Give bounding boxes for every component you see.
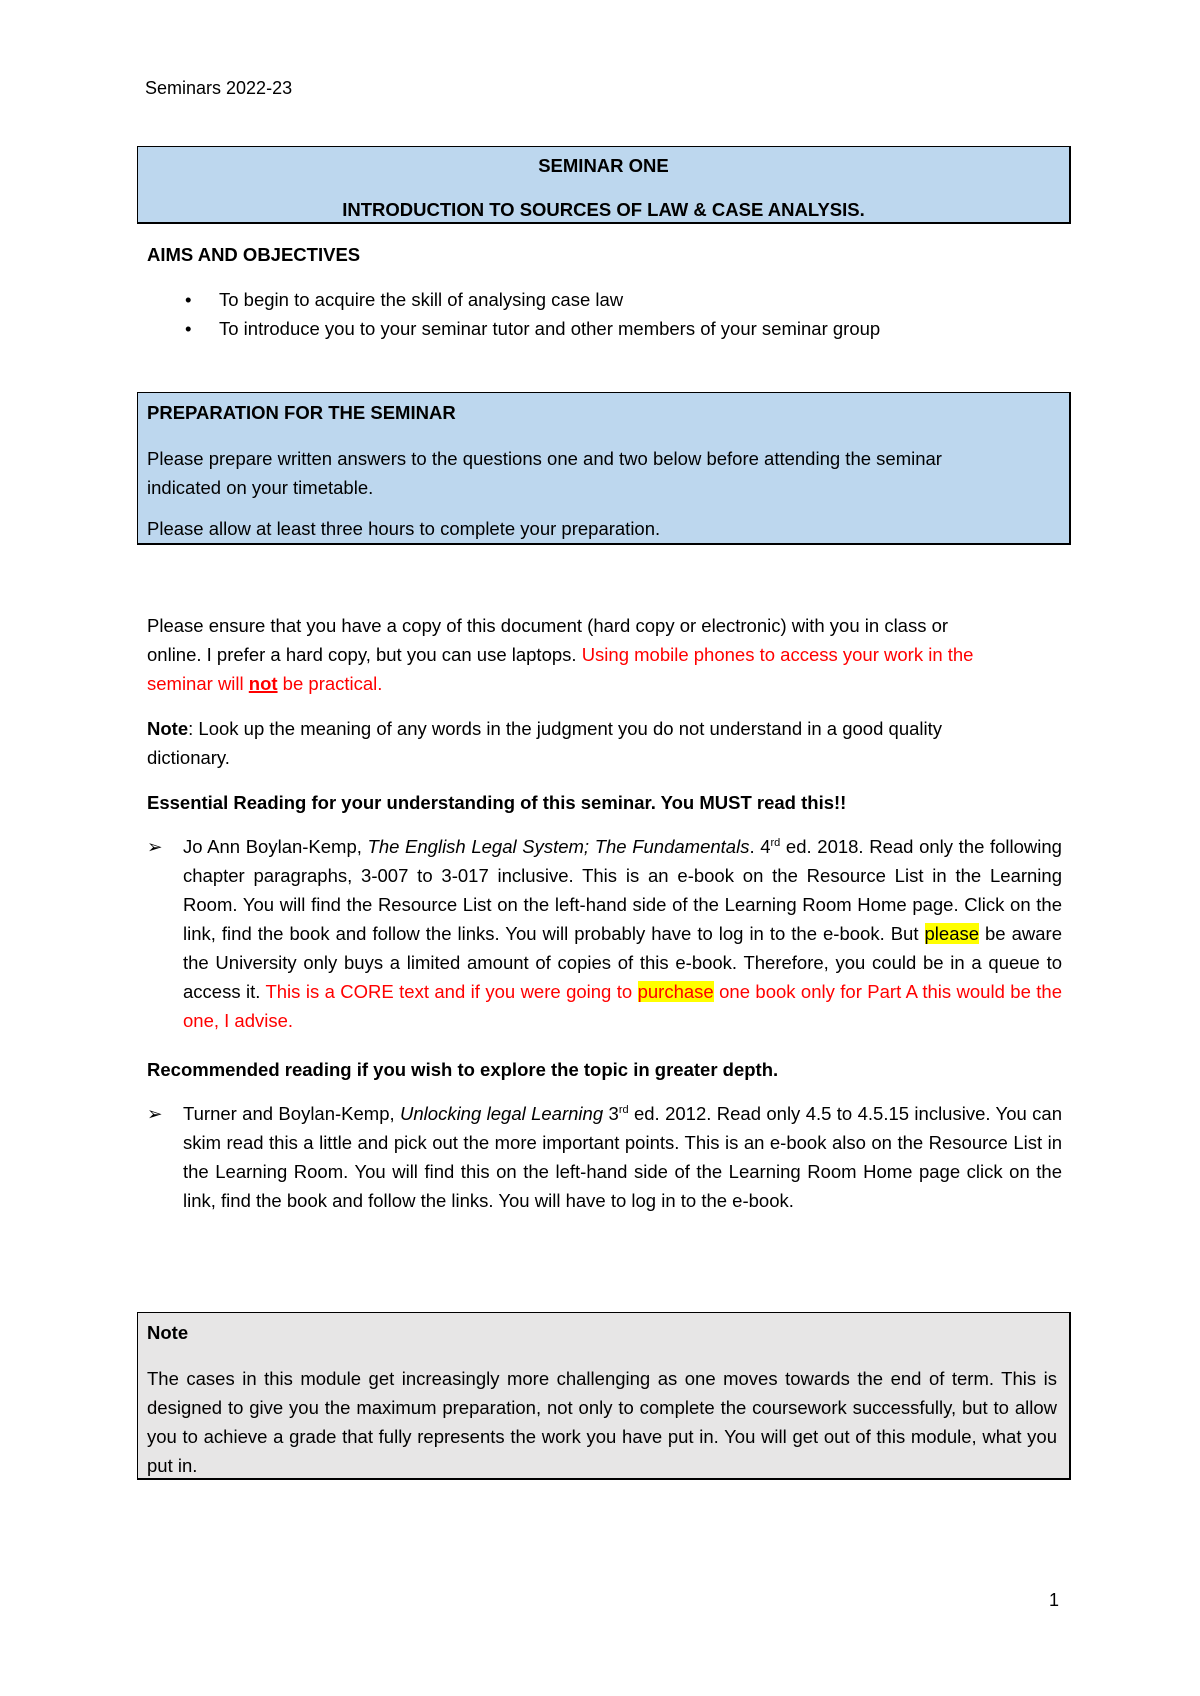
book-title: Unlocking legal Learning bbox=[400, 1103, 604, 1124]
aims-heading: AIMS AND OBJECTIVES bbox=[147, 244, 361, 265]
ensure-line: Please ensure that you have a copy of this document (hard copy or electronic) with you in class or bbox=[147, 615, 949, 636]
module-note-box bbox=[137, 1312, 1071, 1480]
ensure-warning: Using mobile phones to access your work in the bbox=[581, 644, 974, 665]
note-label: Note bbox=[147, 718, 189, 739]
dictionary-note-line: dictionary. bbox=[147, 747, 230, 768]
edition-sup: rd bbox=[770, 836, 781, 849]
note-text: Look up the meaning of any words in the judgment you do not understand in a good quality bbox=[193, 718, 943, 739]
essential-reading-text bbox=[183, 832, 1062, 1035]
ensure-line bbox=[147, 669, 1062, 698]
bullet-icon: • bbox=[185, 318, 192, 339]
bullet-icon: • bbox=[185, 289, 192, 310]
page-number: 1 bbox=[1049, 1590, 1060, 1610]
ensure-warning-not: not bbox=[248, 673, 278, 694]
dictionary-note bbox=[147, 714, 1062, 772]
ensure-warning: seminar will bbox=[147, 673, 249, 694]
preparation-heading: PREPARATION FOR THE SEMINAR bbox=[147, 402, 456, 423]
module-note-text: The cases in this module get increasingly more challenging as one moves towards the end of term. This is designed to give you the maximum preparation, not only to complete the coursework successfully, but to allow you to achieve a grade that fully represents the work you have put in. You will get out of this module, what you put in. bbox=[147, 1368, 1057, 1476]
ensure-paragraph bbox=[147, 611, 1062, 698]
aims-list-item bbox=[147, 314, 880, 343]
reading-text: ed. 2012. Read only 4.5 to 4.5.15 inclusive. You can skim read this a little and pick out the more important points. This is an e-book also on the Resource List in the Learning Room. You will find this on the left-hand side of the Learning Room Home page click on the link, find the book and follow the links. You will have to log in to the e-book. bbox=[183, 1103, 1062, 1211]
arrow-bullet-icon: ➢ bbox=[147, 836, 163, 857]
essential-reading-heading: Essential Reading for your understanding of this seminar. You MUST read this!! bbox=[147, 792, 847, 813]
arrow-bullet-icon: ➢ bbox=[147, 1103, 163, 1124]
author: Turner and Boylan-Kemp, bbox=[183, 1103, 401, 1124]
seminar-title-box bbox=[137, 146, 1071, 224]
highlight-purchase: purchase bbox=[637, 981, 714, 1002]
seminar-title: SEMINAR ONE bbox=[538, 155, 669, 176]
note-colon: : bbox=[188, 718, 194, 739]
edition: 3 bbox=[603, 1103, 619, 1124]
seminar-subtitle: INTRODUCTION TO SOURCES OF LAW & CASE ANALYSIS. bbox=[342, 199, 865, 220]
preparation-text-line: Please prepare written answers to the questions one and two below before attending the seminar bbox=[147, 448, 942, 469]
aims-list bbox=[147, 285, 880, 343]
reading-text: ed. 2018. Read only the following chapter paragraphs, 3-007 to 3-017 inclusive. This is an e-book on the Resource List in the Learning Room. You will find the Resource List on the left-hand side of the Learning Room Home page. Click on the link, find the book and follow the links. You will probably have to log in to the e-book. But bbox=[183, 836, 1062, 944]
essential-reading-item bbox=[147, 832, 1062, 1035]
page-header: Seminars 2022-23 bbox=[145, 78, 293, 98]
reading-text: be aware the University only buys a limited amount of copies of this e-book. Therefore, you could be in a queue to access it. bbox=[183, 923, 1062, 1002]
recommended-reading-heading: Recommended reading if you wish to explore the topic in greater depth. bbox=[147, 1059, 779, 1080]
aims-item-text: To begin to acquire the skill of analysing case law bbox=[219, 289, 624, 310]
core-text-warning: one book only for Part A this would be the one, I advise. bbox=[183, 981, 1062, 1031]
core-text-warning: This is a CORE text and if you were going to bbox=[265, 981, 638, 1002]
highlight-please: please bbox=[924, 923, 980, 944]
recommended-reading-text bbox=[183, 1099, 1062, 1215]
recommended-reading-item bbox=[147, 1099, 1062, 1215]
book-title: The English Legal System; The Fundamentals bbox=[367, 836, 750, 857]
aims-list-item bbox=[147, 285, 880, 314]
ensure-warning: be practical. bbox=[277, 673, 383, 694]
ensure-text: online. I prefer a hard copy, but you can use laptops. bbox=[147, 644, 582, 665]
edition: . 4 bbox=[749, 836, 771, 857]
aims-item-text: To introduce you to your seminar tutor and other members of your seminar group bbox=[219, 318, 881, 339]
dictionary-note-line bbox=[147, 714, 1062, 743]
edition-sup: rd bbox=[618, 1103, 629, 1116]
preparation-text-line: indicated on your timetable. bbox=[147, 477, 374, 498]
preparation-box bbox=[137, 392, 1071, 545]
author: Jo Ann Boylan-Kemp, bbox=[183, 836, 368, 857]
module-note-heading: Note bbox=[147, 1322, 189, 1343]
ensure-line bbox=[147, 640, 1062, 669]
preparation-time-note: Please allow at least three hours to complete your preparation. bbox=[147, 518, 661, 539]
